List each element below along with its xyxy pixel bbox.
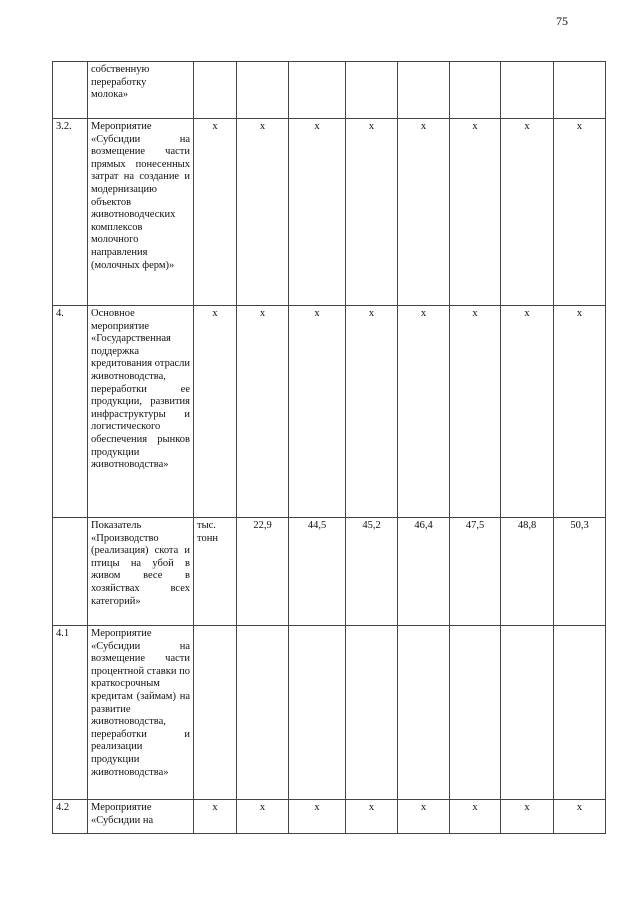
value-cell: х xyxy=(237,306,289,518)
value-cell xyxy=(289,62,346,119)
value-cell: х xyxy=(346,800,398,834)
value-cell xyxy=(450,62,501,119)
table-row xyxy=(53,626,606,800)
unit-cell xyxy=(194,626,237,800)
value-cell: х xyxy=(398,306,450,518)
row-name: Основное мероприятие «Государственная поддержка кредитования отрасли животноводства, переработки ее продукции, развития инфраструктуры и логистического обеспечения рынков продукции животноводства» xyxy=(88,306,194,518)
value-cell: 47,5 xyxy=(450,518,501,626)
value-cell: х xyxy=(450,800,501,834)
row-number: 3.2. xyxy=(53,119,88,306)
value-cell xyxy=(554,62,606,119)
value-cell xyxy=(289,626,346,800)
row-number: 4.1 xyxy=(53,626,88,800)
unit-cell: х xyxy=(194,800,237,834)
value-cell: х xyxy=(237,119,289,306)
table-row xyxy=(53,800,606,834)
row-name: Мероприятие «Субсидии на возмещение части прямых понесенных затрат на создание и модернизацию объектов животноводческих комплексов молочного направления (молочных ферм)» xyxy=(88,119,194,306)
value-cell: х xyxy=(289,119,346,306)
value-cell xyxy=(346,62,398,119)
value-cell: х xyxy=(237,800,289,834)
value-cell xyxy=(450,626,501,800)
value-cell: 50,3 xyxy=(554,518,606,626)
value-cell: х xyxy=(346,306,398,518)
value-cell: 46,4 xyxy=(398,518,450,626)
value-cell: 48,8 xyxy=(501,518,554,626)
row-name: Мероприятие «Субсидии на возмещение части процентной ставки по краткосрочным кредитам (займам) на развитие животноводства, переработки и реализации продукции животноводства» xyxy=(88,626,194,800)
unit-cell: тыс. тонн xyxy=(194,518,237,626)
table-row xyxy=(53,306,606,518)
value-cell: х xyxy=(501,800,554,834)
value-cell: 22,9 xyxy=(237,518,289,626)
value-cell: х xyxy=(554,800,606,834)
table-row xyxy=(53,518,606,626)
value-cell xyxy=(501,626,554,800)
unit-cell xyxy=(194,62,237,119)
value-cell: х xyxy=(289,800,346,834)
value-cell: х xyxy=(450,119,501,306)
table-row xyxy=(53,62,606,119)
row-number xyxy=(53,62,88,119)
value-cell: 44,5 xyxy=(289,518,346,626)
row-name: Показатель «Производство (реализация) скота и птицы на убой в живом весе в хозяйствах всех категорий» xyxy=(88,518,194,626)
row-name: собственную переработку молока» xyxy=(88,62,194,119)
value-cell: 45,2 xyxy=(346,518,398,626)
value-cell xyxy=(398,62,450,119)
value-cell xyxy=(398,626,450,800)
row-number xyxy=(53,518,88,626)
value-cell xyxy=(554,626,606,800)
indicators-table xyxy=(52,61,606,834)
value-cell xyxy=(501,62,554,119)
value-cell xyxy=(237,62,289,119)
unit-cell: х xyxy=(194,306,237,518)
value-cell: х xyxy=(554,306,606,518)
value-cell: х xyxy=(501,119,554,306)
value-cell xyxy=(346,626,398,800)
table-row xyxy=(53,119,606,306)
value-cell: х xyxy=(398,119,450,306)
value-cell xyxy=(237,626,289,800)
value-cell: х xyxy=(501,306,554,518)
row-name: Мероприятие «Субсидии на xyxy=(88,800,194,834)
page-number: 75 xyxy=(556,14,568,28)
unit-cell: х xyxy=(194,119,237,306)
value-cell: х xyxy=(398,800,450,834)
value-cell: х xyxy=(289,306,346,518)
value-cell: х xyxy=(450,306,501,518)
row-number: 4. xyxy=(53,306,88,518)
row-number: 4.2 xyxy=(53,800,88,834)
value-cell: х xyxy=(554,119,606,306)
value-cell: х xyxy=(346,119,398,306)
